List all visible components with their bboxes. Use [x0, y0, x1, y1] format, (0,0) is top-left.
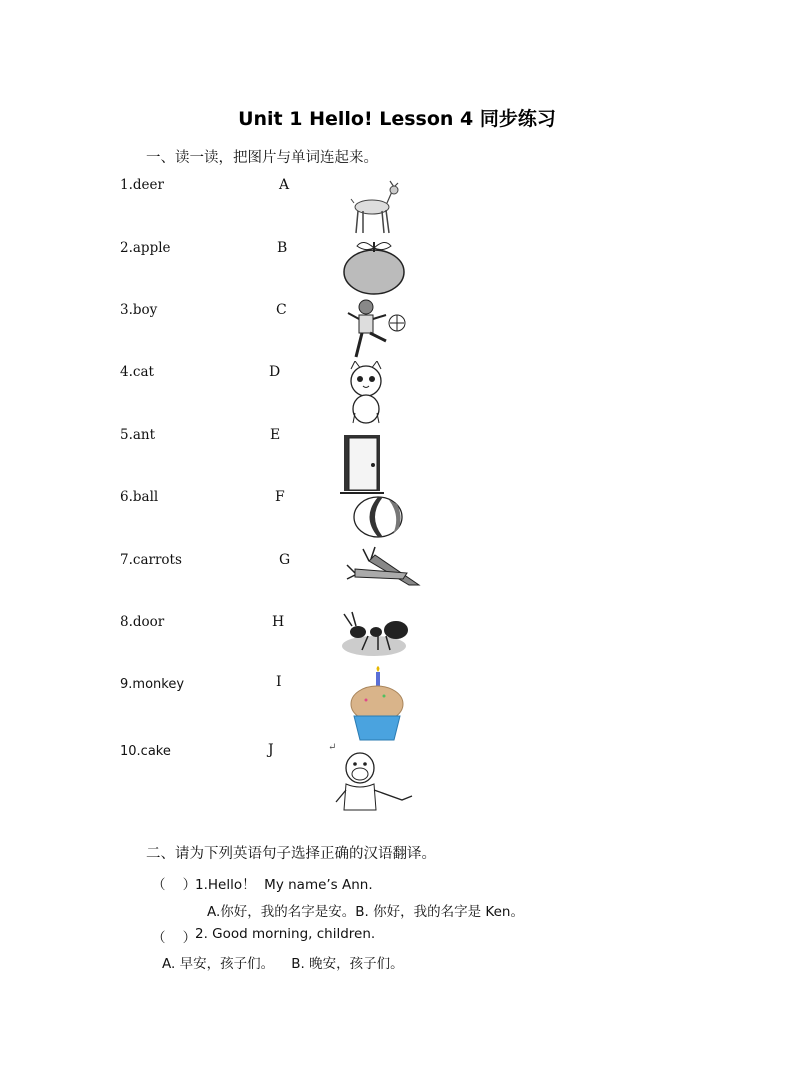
ant-image — [338, 606, 412, 658]
section-2-heading: 二、请为下列英语句子选择正确的汉语翻译。 — [146, 846, 436, 862]
word-item: 8.door — [120, 614, 165, 630]
word-item: 1.deer — [120, 177, 164, 193]
carrots-image — [345, 545, 421, 589]
letter-label: E — [270, 427, 281, 443]
letter-label: I — [276, 674, 282, 690]
deer-image — [342, 173, 402, 235]
letter-label: J — [268, 742, 274, 758]
word-item: 4.cat — [120, 364, 154, 380]
boy-image — [346, 297, 408, 361]
answer-blank[interactable]: （ ） — [152, 930, 197, 946]
apple-image — [341, 236, 407, 296]
page-title: Unit 1 Hello! Lesson 4 同步练习 — [238, 108, 556, 130]
question-1-options: A.你好，我的名字是安。B. 你好，我的名字是 Ken。 — [207, 904, 524, 920]
answer-blank[interactable]: （ ） — [152, 877, 197, 893]
section-1-heading: 一、读一读，把图片与单词连起来。 — [146, 150, 378, 166]
door-image — [340, 433, 384, 495]
word-item: 9.monkey — [120, 677, 185, 692]
word-item: 10.cake — [120, 744, 171, 759]
question-1-text: 1.Hello！ My name’s Ann. — [195, 877, 373, 893]
letter-label: A — [279, 177, 290, 193]
monkey-image — [332, 750, 418, 816]
word-item: 7.carrots — [120, 552, 182, 568]
word-item: 6.ball — [120, 489, 159, 505]
letter-label: C — [276, 302, 287, 318]
cake-image — [348, 666, 406, 744]
letter-label: H — [272, 614, 285, 630]
question-2-options: A. 早安，孩子们。 B. 晚安，孩子们。 — [162, 956, 404, 972]
cat-image — [345, 361, 387, 427]
letter-label: F — [275, 489, 285, 505]
word-item: 2.apple — [120, 240, 171, 256]
return-mark: ↵ — [328, 742, 337, 753]
ball-image — [353, 496, 403, 538]
question-2-text: 2. Good morning, children. — [195, 926, 376, 942]
word-item: 5.ant — [120, 427, 156, 443]
letter-label: G — [279, 552, 291, 568]
letter-label: B — [277, 240, 288, 256]
word-item: 3.boy — [120, 302, 158, 318]
letter-label: D — [269, 364, 281, 380]
